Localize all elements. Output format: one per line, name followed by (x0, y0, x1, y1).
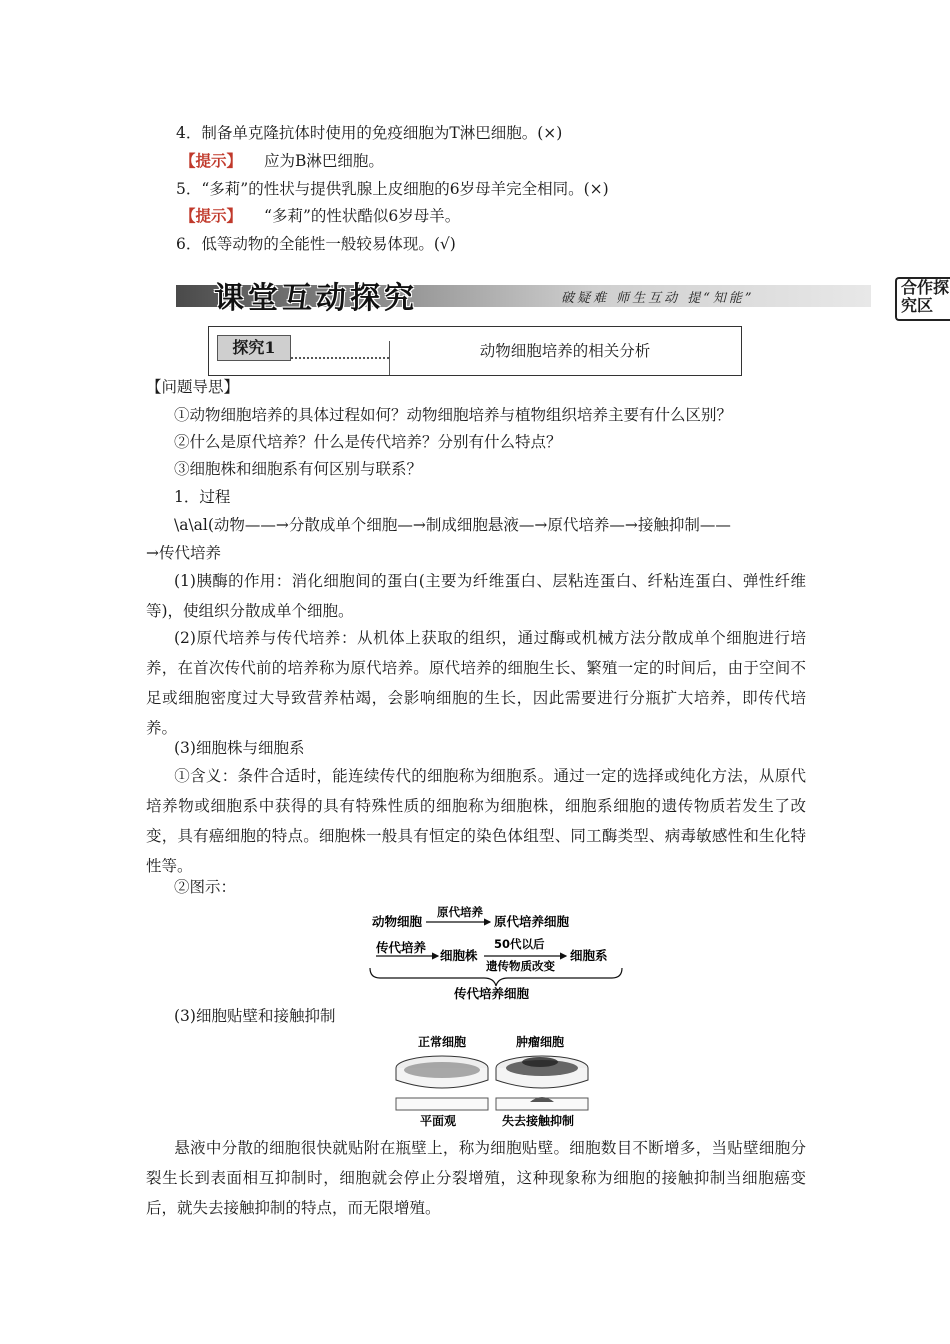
tip-text: “多莉”的性状酷似6岁母羊。 (264, 207, 461, 225)
guide-question-3: ③细胞株和细胞系有何区别与联系？ (174, 460, 423, 478)
explore-topic: 动物细胞培养的相关分析 (479, 342, 651, 360)
side-tab (895, 277, 950, 321)
section-title-process: 1．过程 (174, 488, 231, 506)
label-normal-cells: 正常细胞 (418, 1035, 467, 1049)
subsection-cell-line: (3)细胞株与细胞系 (174, 739, 305, 757)
subsection-contact-inhibition: (3)细胞贴壁和接触抑制 (174, 1007, 336, 1025)
statement-5: 5．“多莉”的性状与提供乳腺上皮细胞的6岁母羊完全相同。(×) (176, 180, 609, 198)
node-cell-line: 细胞系 (570, 948, 608, 963)
node-animal-cell: 动物细胞 (372, 914, 423, 929)
tip-row-4 (180, 151, 384, 171)
guide-question-2: ②什么是原代培养？什么是传代培养？分别有什么特点？ (174, 433, 562, 451)
paragraph-trypsin: (1)胰酶的作用：消化细胞间的蛋白(主要为纤维蛋白、层粘连蛋白、纤粘连蛋白、弹性纤维等)，使组织分散成单个细胞。 (146, 572, 806, 620)
paragraph-definition: ①含义：条件合适时，能连续传代的细胞称为细胞系。通过一定的选择或纯化方法，从原代培养物或细胞系中获得的具有特殊性质的细胞称为细胞株，细胞系细胞的遗传物质若发生了改变，具有癌细胞的特点。细胞株一般具有恒定的染色体组型、同工酶类型、病毒敏感性和生化特性等。 (146, 767, 806, 875)
paragraph-primary-culture: (2)原代培养与传代培养：从机体上获取的组织，通过酶或机械方法分散成单个细胞进行培养，在首次传代前的培养称为原代培养。原代培养的细胞生长、繁殖一定的时间后，由于空间不足或细胞密度过大导致营养枯竭，会影响细胞的生长，因此需要进行分瓶扩大培养，即传代培养。 (146, 629, 806, 737)
guide-heading: 【问题导思】 (146, 378, 240, 396)
paragraph-adherence: 悬液中分散的细胞很快就贴附在瓶壁上，称为细胞贴壁。细胞数目不断增多，当贴壁细胞分裂生长到表面相互抑制时，细胞就会停止分裂增殖，这种现象称为细胞的接触抑制当细胞癌变后，就失去接触抑制的特点，而无限增殖。 (146, 1139, 806, 1217)
banner-title: 课堂互动探究 (214, 281, 418, 316)
flow-line-1: \a\al(动物——→分散成单个细胞—→制成细胞悬液—→原代培养—→接触抑制—— (174, 516, 731, 534)
culture-flow-diagram (360, 902, 630, 1002)
caption-lost-inhibition: 失去接触抑制 (502, 1114, 575, 1128)
explore-box (208, 326, 742, 376)
guide-question-1: ①动物细胞培养的具体过程如何？动物细胞培养与植物组织培养主要有什么区别？ (174, 406, 733, 424)
side-view-normal (396, 1098, 488, 1110)
arrow-label-genetic: 遗传物质改变 (486, 959, 555, 973)
side-tab-line2: 究区 (901, 296, 934, 315)
label-tumor-cells: 肿瘤细胞 (516, 1035, 565, 1049)
flow-line-2: →传代培养 (146, 544, 221, 562)
arrow-label-50: 50代以后 (494, 937, 545, 951)
dish-tumor (496, 1056, 588, 1088)
node-cell-strain: 细胞株 (440, 948, 478, 963)
node-passage: 传代培养 (376, 940, 427, 955)
tip-text: 应为B淋巴细胞。 (264, 152, 384, 170)
diagram-intro: ②图示： (174, 878, 237, 896)
statement-6: 6．低等动物的全能性一般较易体现。(√) (176, 235, 456, 253)
brace-label: 传代培养细胞 (454, 986, 530, 1001)
dotted-rule (291, 357, 389, 359)
tip-label: 【提示】 (180, 151, 243, 170)
section-banner (176, 271, 871, 316)
node-primary-cell: 原代培养细胞 (494, 914, 570, 929)
statement-4: 4．制备单克隆抗体时使用的免疫细胞为T淋巴细胞。(×) (176, 124, 563, 142)
dish-normal (396, 1056, 488, 1088)
side-tab-line1: 合作探 (901, 278, 950, 297)
petri-dish-diagram (390, 1030, 600, 1130)
caption-plan-view: 平面观 (420, 1114, 457, 1128)
tip-label: 【提示】 (180, 206, 243, 225)
banner-slogan: 破疑难 师生互动 提“知能” (561, 291, 755, 306)
arrow-label-primary: 原代培养 (437, 905, 483, 919)
explore-tag: 探究1 (217, 335, 291, 361)
tip-row-5 (180, 206, 460, 226)
